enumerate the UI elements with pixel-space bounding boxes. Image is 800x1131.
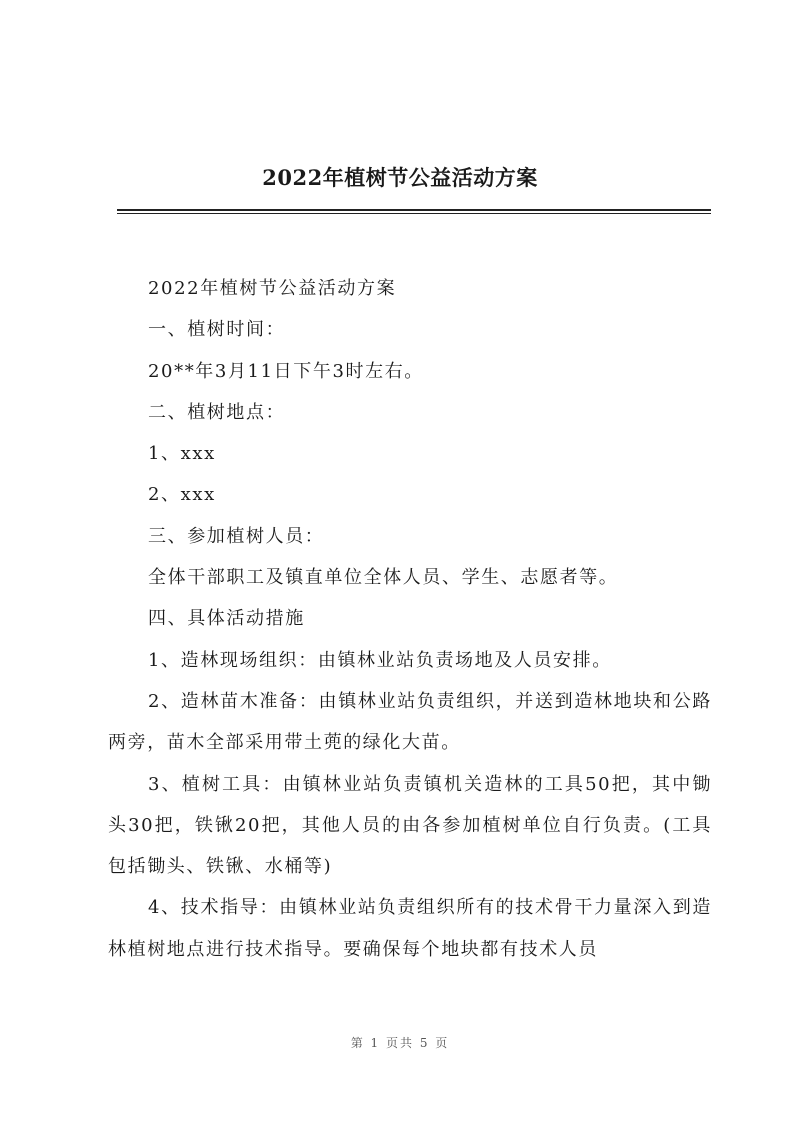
section-heading-time: 一、植树时间： xyxy=(148,319,286,341)
section-heading-measures: 四、具体活动措施 xyxy=(148,608,305,630)
page-number-footer: 第 1 页共 5 页 xyxy=(350,1036,450,1050)
section-heading-location: 二、植树地点： xyxy=(148,401,286,423)
measure-item-4: 4、技术指导：由镇林业站负责组织所有的技术骨干力量深入到造林植树地点进行技术指导。要确保每个地块都有技术人员 xyxy=(108,897,712,960)
title-divider xyxy=(117,209,711,211)
paragraph-heading-repeat: 2022年植树节公益活动方案 xyxy=(148,278,397,299)
location-item-2: 2、xxx xyxy=(148,484,216,506)
section-heading-participants: 三、参加植树人员： xyxy=(148,525,325,547)
document-title: 2022年植树节公益活动方案 xyxy=(262,165,538,190)
measure-item-1: 1、造林现场组织：由镇林业站负责场地及人员安排。 xyxy=(148,649,612,671)
measure-item-3: 3、植树工具：由镇林业站负责镇机关造林的工具50把，其中锄头30把，铁锹20把，其他人员的由各参加植树单位自行负责。(工具包括锄头、铁锹、水桶等) xyxy=(108,773,712,878)
document-body xyxy=(108,268,712,970)
paragraph-time: 20**年3月11日下午3时左右。 xyxy=(148,360,424,382)
location-item-1: 1、xxx xyxy=(148,443,216,465)
measure-item-2: 2、造林苗木准备：由镇林业站负责组织，并送到造林地块和公路两旁，苗木全部采用带土蔸的绿化大苗。 xyxy=(108,690,712,754)
paragraph-participants: 全体干部职工及镇直单位全体人员、学生、志愿者等。 xyxy=(148,567,619,589)
